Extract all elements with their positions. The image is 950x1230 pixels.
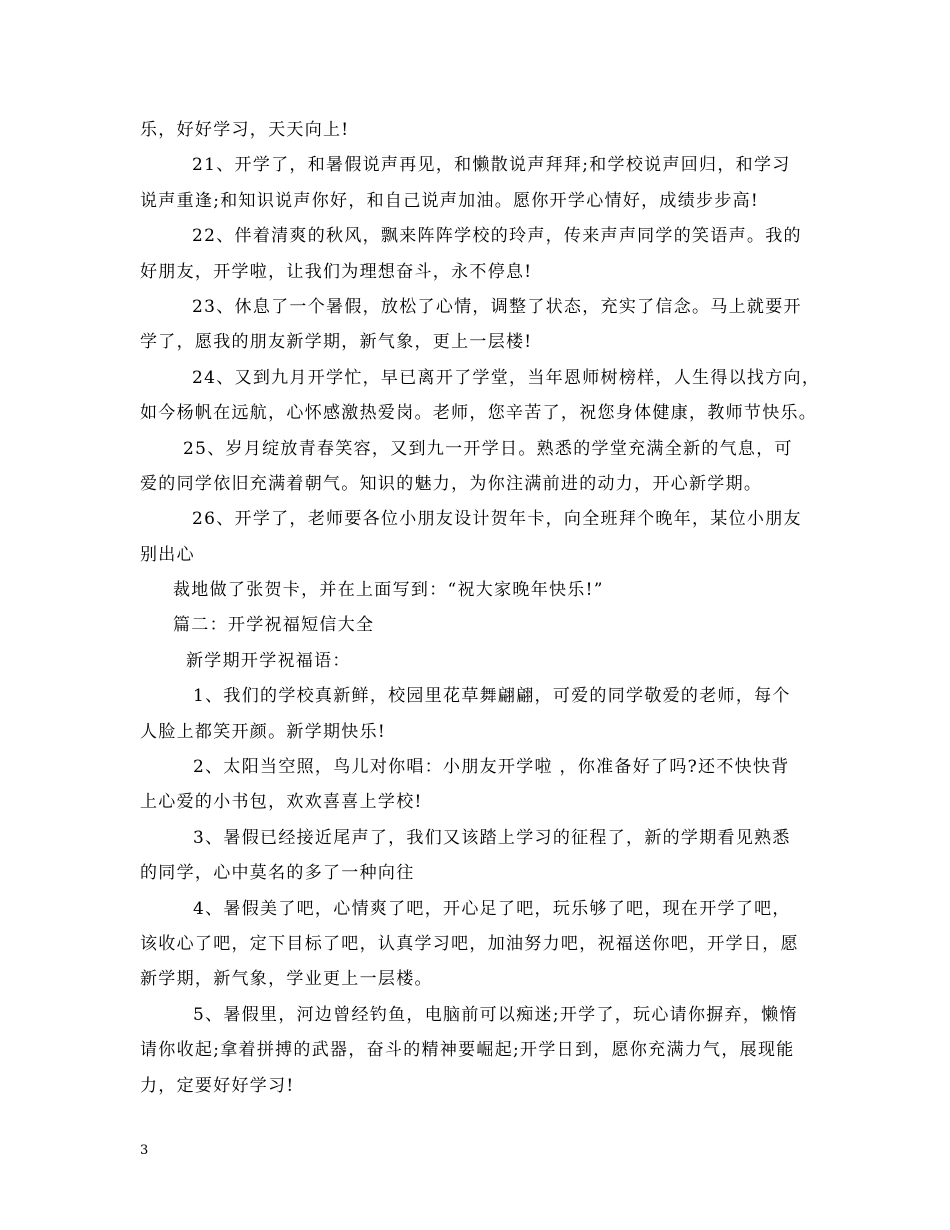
section-heading: 篇二：开学祝福短信大全 xyxy=(173,615,375,636)
text-line: 的同学，心中莫名的多了一种向往 xyxy=(140,863,415,884)
text-line: 2、太阳当空照，鸟儿对你唱：小朋友开学啦 ，你准备好了吗?还不快快背 xyxy=(193,757,790,778)
text-line: 好朋友，开学啦，让我们为理想奋斗，永不停息! xyxy=(140,261,533,282)
text-line: 21、开学了，和暑假说声再见，和懒散说声拜拜;和学校说声回归，和学习 xyxy=(192,155,791,176)
page-number: 3 xyxy=(140,1143,149,1158)
text-line: 说声重逢;和知识说声你好，和自己说声加油。愿你开学心情好，成绩步步高! xyxy=(140,190,760,211)
text-line: 3、暑假已经接近尾声了，我们又该踏上学习的征程了，新的学期看见熟悉 xyxy=(193,827,791,848)
text-line: 人脸上都笑开颜。新学期快乐! xyxy=(140,721,387,742)
text-line: 力，定要好好学习! xyxy=(140,1075,295,1096)
text-line: 5、暑假里，河边曾经钓鱼，电脑前可以痴迷;开学了，玩心请你摒弃，懒惰 xyxy=(193,1004,798,1025)
text-line: 该收心了吧，定下目标了吧，认真学习吧，加油努力吧，祝福送你吧，开学日，愿 xyxy=(140,933,799,954)
text-line: 24、又到九月开学忙，早已离开了学堂，当年恩师树榜样，人生得以找方向， xyxy=(192,367,821,388)
text-line: 新学期，新气象，学业更上一层楼。 xyxy=(140,969,433,990)
text-line: 别出心 xyxy=(140,544,195,565)
document-body xyxy=(140,113,825,1104)
text-line: 上心爱的小书包，欢欢喜喜上学校! xyxy=(140,792,423,813)
text-line: 请你收起;拿着拼搏的武器，奋斗的精神要崛起;开学日到，愿你充满力气，展现能 xyxy=(140,1040,795,1061)
text-line: 25、岁月绽放青春笑容，又到九一开学日。熟悉的学堂充满全新的气息，可 xyxy=(183,438,793,459)
text-line: 22、伴着清爽的秋风，飘来阵阵学校的玲声，传来声声同学的笑语声。我的 xyxy=(192,226,802,247)
text-line: 乐，好好学习，天天向上! xyxy=(140,120,350,140)
text-line: 1、我们的学校真新鲜，校园里花草舞翩翩，可爱的同学敬爱的老师，每个 xyxy=(193,686,791,707)
text-line: 新学期开学祝福语： xyxy=(186,650,351,671)
text-line: 爱的同学依旧充满着朝气。知识的魅力，为你注满前进的动力，开心新学期。 xyxy=(140,473,763,494)
text-line: 23、休息了一个暑假，放松了心情，调整了状态，充实了信念。马上就要开 xyxy=(192,296,802,317)
text-line: 如今杨帆在远航，心怀感激热爱岗。老师，您辛苦了，祝您身体健康，教师节快乐。 xyxy=(140,403,818,424)
text-line: 裁地做了张贺卡，并在上面写到：“祝大家晚年快乐!” xyxy=(173,580,604,601)
text-line: 26、开学了，老师要各位小朋友设计贺年卡，向全班拜个晚年，某位小朋友 xyxy=(192,509,802,530)
text-line: 4、暑假美了吧，心情爽了吧，开心足了吧，玩乐够了吧，现在开学了吧， xyxy=(193,898,791,919)
text-line: 学了，愿我的朋友新学期，新气象，更上一层楼! xyxy=(140,332,533,353)
